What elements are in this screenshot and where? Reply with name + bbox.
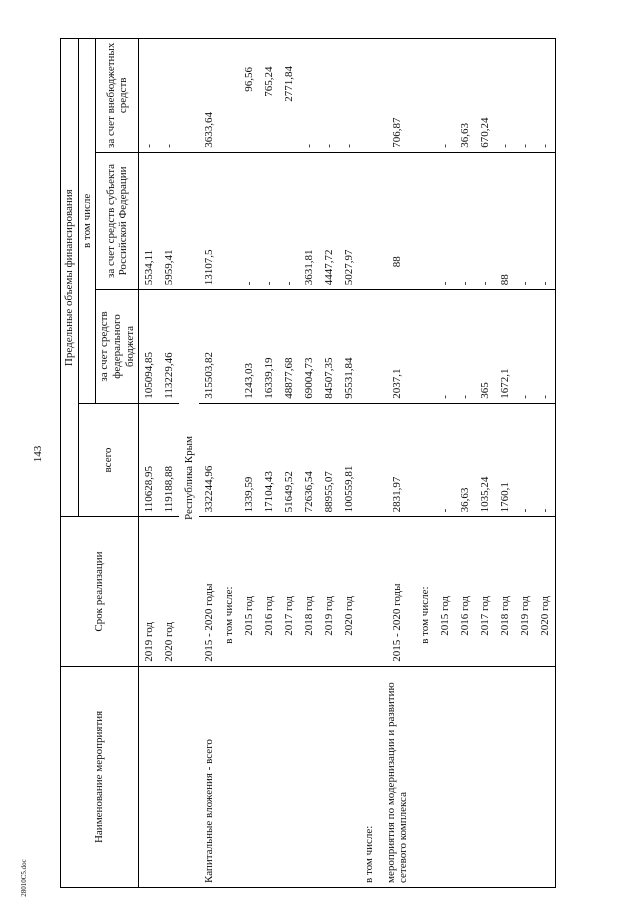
row-name [495,666,515,887]
row-name [299,666,319,887]
row-federal: 84507,35 [319,290,339,404]
header-subject: за счет средств субъекта Российской Федерации [96,152,139,290]
row-extrabudget: - [515,39,535,153]
table-row [495,39,515,888]
row-total: 119188,88 [159,403,179,517]
row-extrabudget: - [339,39,359,153]
row-name [139,666,160,887]
table-row [219,39,239,888]
row-period: в том числе: [219,517,239,666]
row-period [359,517,379,666]
row-federal: 2037,1 [379,290,415,404]
table-row [279,39,299,888]
row-federal [359,290,379,404]
table-row [339,39,359,888]
row-name: Капитальные вложения - всего [199,666,219,887]
row-total: 332244,96 [199,403,219,517]
header-total: всего [78,403,139,517]
row-name [259,666,279,887]
row-federal: 105094,85 [139,290,160,404]
row-period: 2020 год [339,517,359,666]
row-extrabudget: 96,56 [239,39,259,153]
table-row [475,39,495,888]
table-row [159,39,179,888]
row-federal: - [435,290,455,404]
row-period: 2018 год [495,517,515,666]
row-total: - [535,403,556,517]
header-extrabudget: за счет внебюджетных средств [96,39,139,153]
row-name [319,666,339,887]
row-federal: 69004,73 [299,290,319,404]
row-extrabudget [219,39,239,153]
row-subject: 88 [495,152,515,290]
table-row [139,39,160,888]
rotated-table-container [60,38,580,888]
row-period: 2019 год [319,517,339,666]
row-extrabudget [359,39,379,153]
row-name [219,666,239,887]
row-period: 2019 год [515,517,535,666]
row-federal [415,290,435,404]
row-period: 2015 год [239,517,259,666]
row-period: в том числе: [415,517,435,666]
table-row [455,39,475,888]
row-federal: - [535,290,556,404]
table-row [199,39,219,888]
row-period: 2017 год [279,517,299,666]
row-name [339,666,359,887]
row-period: 2016 год [455,517,475,666]
row-extrabudget: - [435,39,455,153]
row-total [359,403,379,517]
row-federal [219,290,239,404]
row-total: 1339,59 [239,403,259,517]
row-extrabudget: 3633,64 [199,39,219,153]
row-federal: 48877,68 [279,290,299,404]
row-name [415,666,435,887]
row-federal: 16339,19 [259,290,279,404]
row-name [435,666,455,887]
row-total: 1035,24 [475,403,495,517]
row-name: мероприятия по модернизации и развитию сетевого комплекса [379,666,415,887]
row-subject: 5027,97 [339,152,359,290]
row-federal: - [515,290,535,404]
row-subject: - [455,152,475,290]
row-federal: 365 [475,290,495,404]
row-subject: 13107,5 [199,152,219,290]
row-subject: - [279,152,299,290]
row-extrabudget: 670,24 [475,39,495,153]
row-federal: 95531,84 [339,290,359,404]
row-period: 2015 - 2020 годы [199,517,219,666]
row-total: 72636,54 [299,403,319,517]
row-total: 51649,52 [279,403,299,517]
row-federal: 1243,03 [239,290,259,404]
row-total: 88955,07 [319,403,339,517]
header-federal: за счет средств федерального бюджета [96,290,139,404]
row-subject: - [535,152,556,290]
row-extrabudget: 706,87 [379,39,415,153]
row-subject: 4447,72 [319,152,339,290]
document-footer: 28010C5.doc [20,859,28,897]
table-row [319,39,339,888]
row-extrabudget: 36,63 [455,39,475,153]
row-period: 2019 год [139,517,160,666]
row-period: 2017 год [475,517,495,666]
row-subject: - [475,152,495,290]
row-name [535,666,556,887]
row-period: 2015 - 2020 годы [379,517,415,666]
financing-table [60,38,556,888]
row-subject: 3631,81 [299,152,319,290]
row-name [239,666,259,887]
row-federal: - [455,290,475,404]
row-subject [359,152,379,290]
region-row [179,39,199,888]
row-total [415,403,435,517]
row-extrabudget: 765,24 [259,39,279,153]
table-row [239,39,259,888]
region-title: Республика Крым [179,290,199,667]
row-extrabudget: - [495,39,515,153]
row-total: 36,63 [455,403,475,517]
row-extrabudget [415,39,435,153]
row-extrabudget: - [139,39,160,153]
table-row [299,39,319,888]
table-row [435,39,455,888]
row-period: 2020 год [159,517,179,666]
row-total: 2831,97 [379,403,415,517]
row-subject [219,152,239,290]
row-period: 2016 год [259,517,279,666]
row-total: 17104,43 [259,403,279,517]
row-name [159,666,179,887]
row-name [455,666,475,887]
row-subject: - [435,152,455,290]
header-name: Наименование мероприятия [61,666,139,887]
table-row [379,39,415,888]
row-period: 2015 год [435,517,455,666]
table-row [415,39,435,888]
row-extrabudget: - [319,39,339,153]
row-subject: - [239,152,259,290]
row-name: в том числе: [359,666,379,887]
row-subject: 5959,41 [159,152,179,290]
header-limits: Предельные объемы финансирования [61,39,79,517]
row-extrabudget: - [299,39,319,153]
row-subject: 88 [379,152,415,290]
row-subject [415,152,435,290]
row-federal: 1672,1 [495,290,515,404]
row-name [279,666,299,887]
page-number: 143 [32,445,44,463]
row-period: 2018 год [299,517,319,666]
row-federal: 315503,82 [199,290,219,404]
row-name [475,666,495,887]
row-extrabudget: 2771,84 [279,39,299,153]
row-subject: - [259,152,279,290]
row-total: - [435,403,455,517]
table-row [515,39,535,888]
row-federal: 113229,46 [159,290,179,404]
table-row [359,39,379,888]
row-total [219,403,239,517]
row-total: 110628,95 [139,403,160,517]
row-subject: - [515,152,535,290]
table-row [259,39,279,888]
header-period: Срок реализации [61,517,139,666]
header-including: в том числе [78,39,96,404]
row-total: 1760,1 [495,403,515,517]
row-extrabudget: - [159,39,179,153]
table-row [535,39,556,888]
row-name [515,666,535,887]
row-period: 2020 год [535,517,556,666]
row-subject: 5534,11 [139,152,160,290]
row-total: - [515,403,535,517]
row-extrabudget: - [535,39,556,153]
row-total: 100559,81 [339,403,359,517]
